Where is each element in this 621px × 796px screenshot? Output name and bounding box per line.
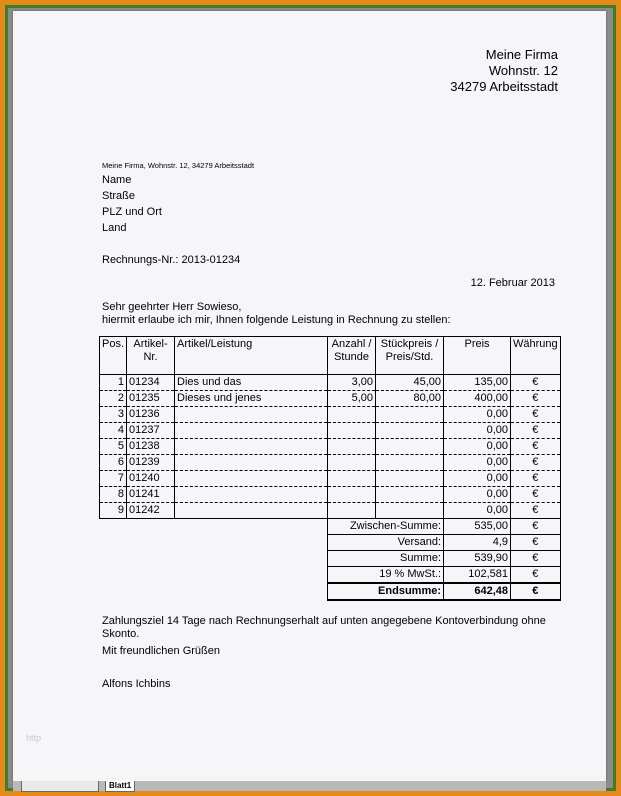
header-leistung: Artikel/Leistung bbox=[175, 337, 328, 375]
cell-pos: 2 bbox=[100, 391, 127, 407]
table-row bbox=[100, 455, 561, 471]
table-row bbox=[100, 487, 561, 503]
cell-waehrung: € bbox=[511, 375, 561, 391]
cell-artikel-nr: 01239 bbox=[127, 455, 175, 471]
total-currency: € bbox=[511, 519, 561, 535]
document-page bbox=[13, 11, 606, 781]
blank-cell bbox=[100, 567, 328, 584]
sender-company: Meine Firma bbox=[485, 47, 558, 62]
signature: Alfons Ichbins bbox=[102, 678, 171, 690]
cell-preis: 0,00 bbox=[444, 503, 511, 519]
total-label: Versand: bbox=[328, 535, 444, 551]
final-total-row bbox=[100, 583, 561, 600]
table-row bbox=[100, 503, 561, 519]
cell-artikel-nr: 01235 bbox=[127, 391, 175, 407]
cell-waehrung: € bbox=[511, 487, 561, 503]
cell-pos: 3 bbox=[100, 407, 127, 423]
recipient-name: Name bbox=[102, 174, 132, 186]
total-row bbox=[100, 551, 561, 567]
header-anzahl: Anzahl / Stunde bbox=[328, 337, 376, 375]
cell-stueckpreis bbox=[376, 503, 444, 519]
table-header-row bbox=[100, 337, 561, 375]
cell-stueckpreis bbox=[376, 487, 444, 503]
cell-leistung bbox=[175, 423, 328, 439]
return-address: Meine Firma, Wohnstr. 12, 34279 Arbeitsstadt bbox=[102, 161, 255, 170]
cell-preis: 0,00 bbox=[444, 471, 511, 487]
cell-leistung bbox=[175, 407, 328, 423]
cell-waehrung: € bbox=[511, 455, 561, 471]
cell-preis: 0,00 bbox=[444, 455, 511, 471]
table-row bbox=[100, 391, 561, 407]
total-value: 4,9 bbox=[444, 535, 511, 551]
table-row bbox=[100, 439, 561, 455]
total-row bbox=[100, 535, 561, 551]
cell-anzahl bbox=[328, 471, 376, 487]
total-value: 102,581 bbox=[444, 567, 511, 584]
total-label: Summe: bbox=[328, 551, 444, 567]
payment-terms: Zahlungsziel 14 Tage nach Rechnungserhalt auf unten angegebene Kontoverbindung ohne bbox=[102, 615, 546, 627]
cell-preis: 0,00 bbox=[444, 423, 511, 439]
cell-pos: 8 bbox=[100, 487, 127, 503]
total-row bbox=[100, 567, 561, 584]
cell-anzahl bbox=[328, 439, 376, 455]
total-row bbox=[100, 519, 561, 535]
cell-anzahl: 5,00 bbox=[328, 391, 376, 407]
cell-stueckpreis bbox=[376, 423, 444, 439]
cell-waehrung: € bbox=[511, 439, 561, 455]
intro-text: hiermit erlaube ich mir, Ihnen folgende Leistung in Rechnung zu stellen: bbox=[102, 314, 451, 326]
cell-anzahl bbox=[328, 423, 376, 439]
cell-artikel-nr: 01242 bbox=[127, 503, 175, 519]
cell-stueckpreis bbox=[376, 439, 444, 455]
cell-pos: 1 bbox=[100, 375, 127, 391]
cell-leistung bbox=[175, 455, 328, 471]
cell-waehrung: € bbox=[511, 471, 561, 487]
cell-artikel-nr: 01240 bbox=[127, 471, 175, 487]
cell-waehrung: € bbox=[511, 423, 561, 439]
cell-anzahl: 3,00 bbox=[328, 375, 376, 391]
table-row bbox=[100, 471, 561, 487]
header-stueckpreis: Stückpreis / Preis/Std. bbox=[376, 337, 444, 375]
payment-terms-continued: Skonto. bbox=[102, 628, 140, 640]
total-currency: € bbox=[511, 567, 561, 584]
header-pos: Pos. bbox=[100, 337, 127, 375]
cell-leistung bbox=[175, 471, 328, 487]
recipient-country: Land bbox=[102, 222, 127, 234]
cell-preis: 0,00 bbox=[444, 439, 511, 455]
cell-waehrung: € bbox=[511, 503, 561, 519]
cell-pos: 6 bbox=[100, 455, 127, 471]
watermark-text: http bbox=[26, 733, 42, 743]
cell-anzahl bbox=[328, 503, 376, 519]
cell-leistung bbox=[175, 487, 328, 503]
table-row bbox=[100, 423, 561, 439]
total-label: Zwischen-Summe: bbox=[328, 519, 444, 535]
cell-artikel-nr: 01236 bbox=[127, 407, 175, 423]
cell-leistung: Dieses und jenes bbox=[175, 391, 328, 407]
cell-pos: 5 bbox=[100, 439, 127, 455]
header-waehrung: Währung bbox=[511, 337, 561, 375]
cell-artikel-nr: 01237 bbox=[127, 423, 175, 439]
cell-artikel-nr: 01234 bbox=[127, 375, 175, 391]
cell-waehrung: € bbox=[511, 407, 561, 423]
cell-anzahl bbox=[328, 487, 376, 503]
total-currency: € bbox=[511, 535, 561, 551]
sender-city: 34279 Arbeitsstadt bbox=[450, 79, 558, 94]
total-label: 19 % MwSt.: bbox=[328, 567, 444, 584]
cell-anzahl bbox=[328, 455, 376, 471]
closing: Mit freundlichen Grüßen bbox=[102, 645, 220, 657]
blank-cell bbox=[100, 551, 328, 567]
cell-anzahl bbox=[328, 407, 376, 423]
sheet-tab-spacer bbox=[21, 781, 99, 792]
cell-leistung bbox=[175, 439, 328, 455]
table-row bbox=[100, 375, 561, 391]
cell-waehrung: € bbox=[511, 391, 561, 407]
sheet-tab-bar bbox=[13, 781, 606, 791]
total-currency: € bbox=[511, 551, 561, 567]
cell-artikel-nr: 01238 bbox=[127, 439, 175, 455]
header-artikel-nr: Artikel- Nr. bbox=[127, 337, 175, 375]
cell-stueckpreis bbox=[376, 455, 444, 471]
cell-stueckpreis bbox=[376, 407, 444, 423]
cell-preis: 0,00 bbox=[444, 407, 511, 423]
salutation: Sehr geehrter Herr Sowieso, bbox=[102, 301, 242, 313]
recipient-zip-city: PLZ und Ort bbox=[102, 206, 162, 218]
invoice-number: Rechnungs-Nr.: 2013-01234 bbox=[102, 254, 241, 266]
cell-pos: 7 bbox=[100, 471, 127, 487]
total-label: Endsumme: bbox=[328, 583, 444, 600]
blank-cell bbox=[100, 535, 328, 551]
blank-cell bbox=[100, 519, 328, 535]
blank-cell bbox=[100, 583, 328, 600]
cell-stueckpreis: 45,00 bbox=[376, 375, 444, 391]
cell-stueckpreis: 80,00 bbox=[376, 391, 444, 407]
invoice-date: 12. Februar 2013 bbox=[470, 277, 555, 289]
sender-street: Wohnstr. 12 bbox=[488, 63, 558, 78]
cell-leistung: Dies und das bbox=[175, 375, 328, 391]
cell-artikel-nr: 01241 bbox=[127, 487, 175, 503]
total-currency: € bbox=[511, 583, 561, 600]
table-row bbox=[100, 407, 561, 423]
invoice-table bbox=[99, 336, 561, 601]
total-value: 535,00 bbox=[444, 519, 511, 535]
total-value: 539,90 bbox=[444, 551, 511, 567]
sheet-tab-blatt1[interactable]: Blatt1 bbox=[105, 781, 135, 792]
cell-pos: 4 bbox=[100, 423, 127, 439]
cell-leistung bbox=[175, 503, 328, 519]
total-value: 642,48 bbox=[444, 583, 511, 600]
cell-preis: 135,00 bbox=[444, 375, 511, 391]
recipient-street: Straße bbox=[102, 190, 136, 202]
header-preis: Preis bbox=[444, 337, 511, 375]
cell-preis: 400,00 bbox=[444, 391, 511, 407]
cell-stueckpreis bbox=[376, 471, 444, 487]
cell-pos: 9 bbox=[100, 503, 127, 519]
cell-preis: 0,00 bbox=[444, 487, 511, 503]
